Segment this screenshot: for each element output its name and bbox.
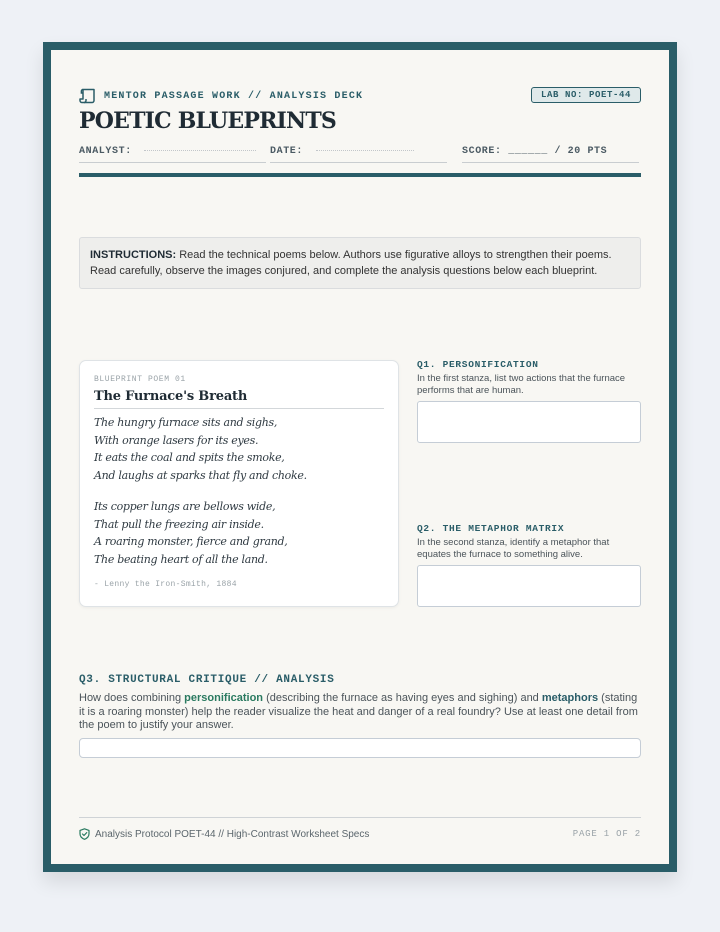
poem-attribution: - Lenny the Iron-Smith, 1884 xyxy=(94,580,237,589)
term-metaphors: metaphors xyxy=(541,692,599,704)
instructions-text: Read the technical poems below. Authors use figurative alloys to strengthen their poems. Read carefully, observe the images conjured, and complete the analysis questions below each blueprint. xyxy=(90,249,612,277)
term-personification: personification xyxy=(184,692,264,704)
score-label: SCORE: xyxy=(462,146,502,157)
question-3-text xyxy=(79,692,641,733)
question-3-text-a: How does combining xyxy=(79,692,185,704)
date-field[interactable] xyxy=(270,146,447,163)
instructions-box xyxy=(79,237,641,289)
question-2-text: In the second stanza, identify a metaphor that equates the furnace to something alive. xyxy=(417,537,610,560)
poem-tag: BLUEPRINT POEM 01 xyxy=(94,375,186,384)
question-1-text: In the first stanza, list two actions that the furnace performs that are human. xyxy=(417,373,626,396)
question-2-label: Q2. THE METAPHOR MATRIX xyxy=(417,523,565,534)
analyst-field[interactable] xyxy=(79,146,266,163)
analyst-blank-line xyxy=(144,150,256,151)
poem-card xyxy=(79,360,399,607)
lab-number-badge: LAB NO: POET-44 xyxy=(531,87,641,103)
question-2-answer-box[interactable] xyxy=(417,565,641,607)
footer-protocol xyxy=(79,828,369,840)
poem-line: And laughs at sparks that fly and choke. xyxy=(94,468,307,482)
question-3-text-b: (describing the furnace as having eyes and sighing) and xyxy=(263,692,542,704)
question-1-label: Q1. PERSONIFICATION xyxy=(417,359,539,370)
analyst-label: ANALYST: xyxy=(79,146,132,157)
poem-line: That pull the freezing air inside. xyxy=(94,517,264,531)
question-2 xyxy=(417,523,641,607)
header-divider xyxy=(79,173,641,177)
header-fields xyxy=(79,146,641,162)
footer-protocol-text: Analysis Protocol POET-44 // High-Contrast Worksheet Specs xyxy=(95,828,370,840)
instructions-label: INSTRUCTIONS: xyxy=(90,249,177,261)
footer-divider xyxy=(79,817,641,818)
question-3 xyxy=(79,674,641,758)
question-3-text-c: (stating it is a roaring monster) help the reader visualize the heat and danger of a real foundry? Use at least one detail from the poem to justify your answer. xyxy=(79,692,638,731)
scroll-icon xyxy=(79,88,97,104)
poem-line: The beating heart of all the land. xyxy=(94,552,268,566)
score-blank: ______ xyxy=(508,146,548,157)
poem-line: A roaring monster, fierce and grand, xyxy=(94,535,288,548)
poem-line: The hungry furnace sits and sighs, xyxy=(94,416,278,429)
page-title: POETIC BLUEPRINTS xyxy=(79,108,337,134)
poem-line: With orange lasers for its eyes. xyxy=(94,433,259,447)
question-1-answer-box[interactable] xyxy=(417,401,641,443)
header-kicker: MENTOR PASSAGE WORK // ANALYSIS DECK xyxy=(104,90,364,102)
date-label: DATE: xyxy=(270,146,304,157)
shield-check-icon xyxy=(79,828,90,840)
score-suffix: / 20 PTS xyxy=(554,146,608,157)
poem-line: It eats the coal and spits the smoke, xyxy=(94,451,285,464)
poem-line: Its copper lungs are bellows wide, xyxy=(94,500,276,513)
poem-title: The Furnace's Breath xyxy=(94,389,384,409)
poem-stanza-2 xyxy=(94,498,287,568)
page-number: PAGE 1 OF 2 xyxy=(572,829,641,839)
poem-stanza-1 xyxy=(94,414,307,484)
question-1 xyxy=(417,359,641,443)
header-kicker-row xyxy=(79,88,363,104)
question-3-label: Q3. STRUCTURAL CRITIQUE // ANALYSIS xyxy=(79,674,335,686)
date-blank-line xyxy=(316,150,414,151)
question-3-answer-box[interactable] xyxy=(79,738,641,758)
worksheet-page xyxy=(43,42,677,872)
score-field[interactable] xyxy=(462,146,639,163)
